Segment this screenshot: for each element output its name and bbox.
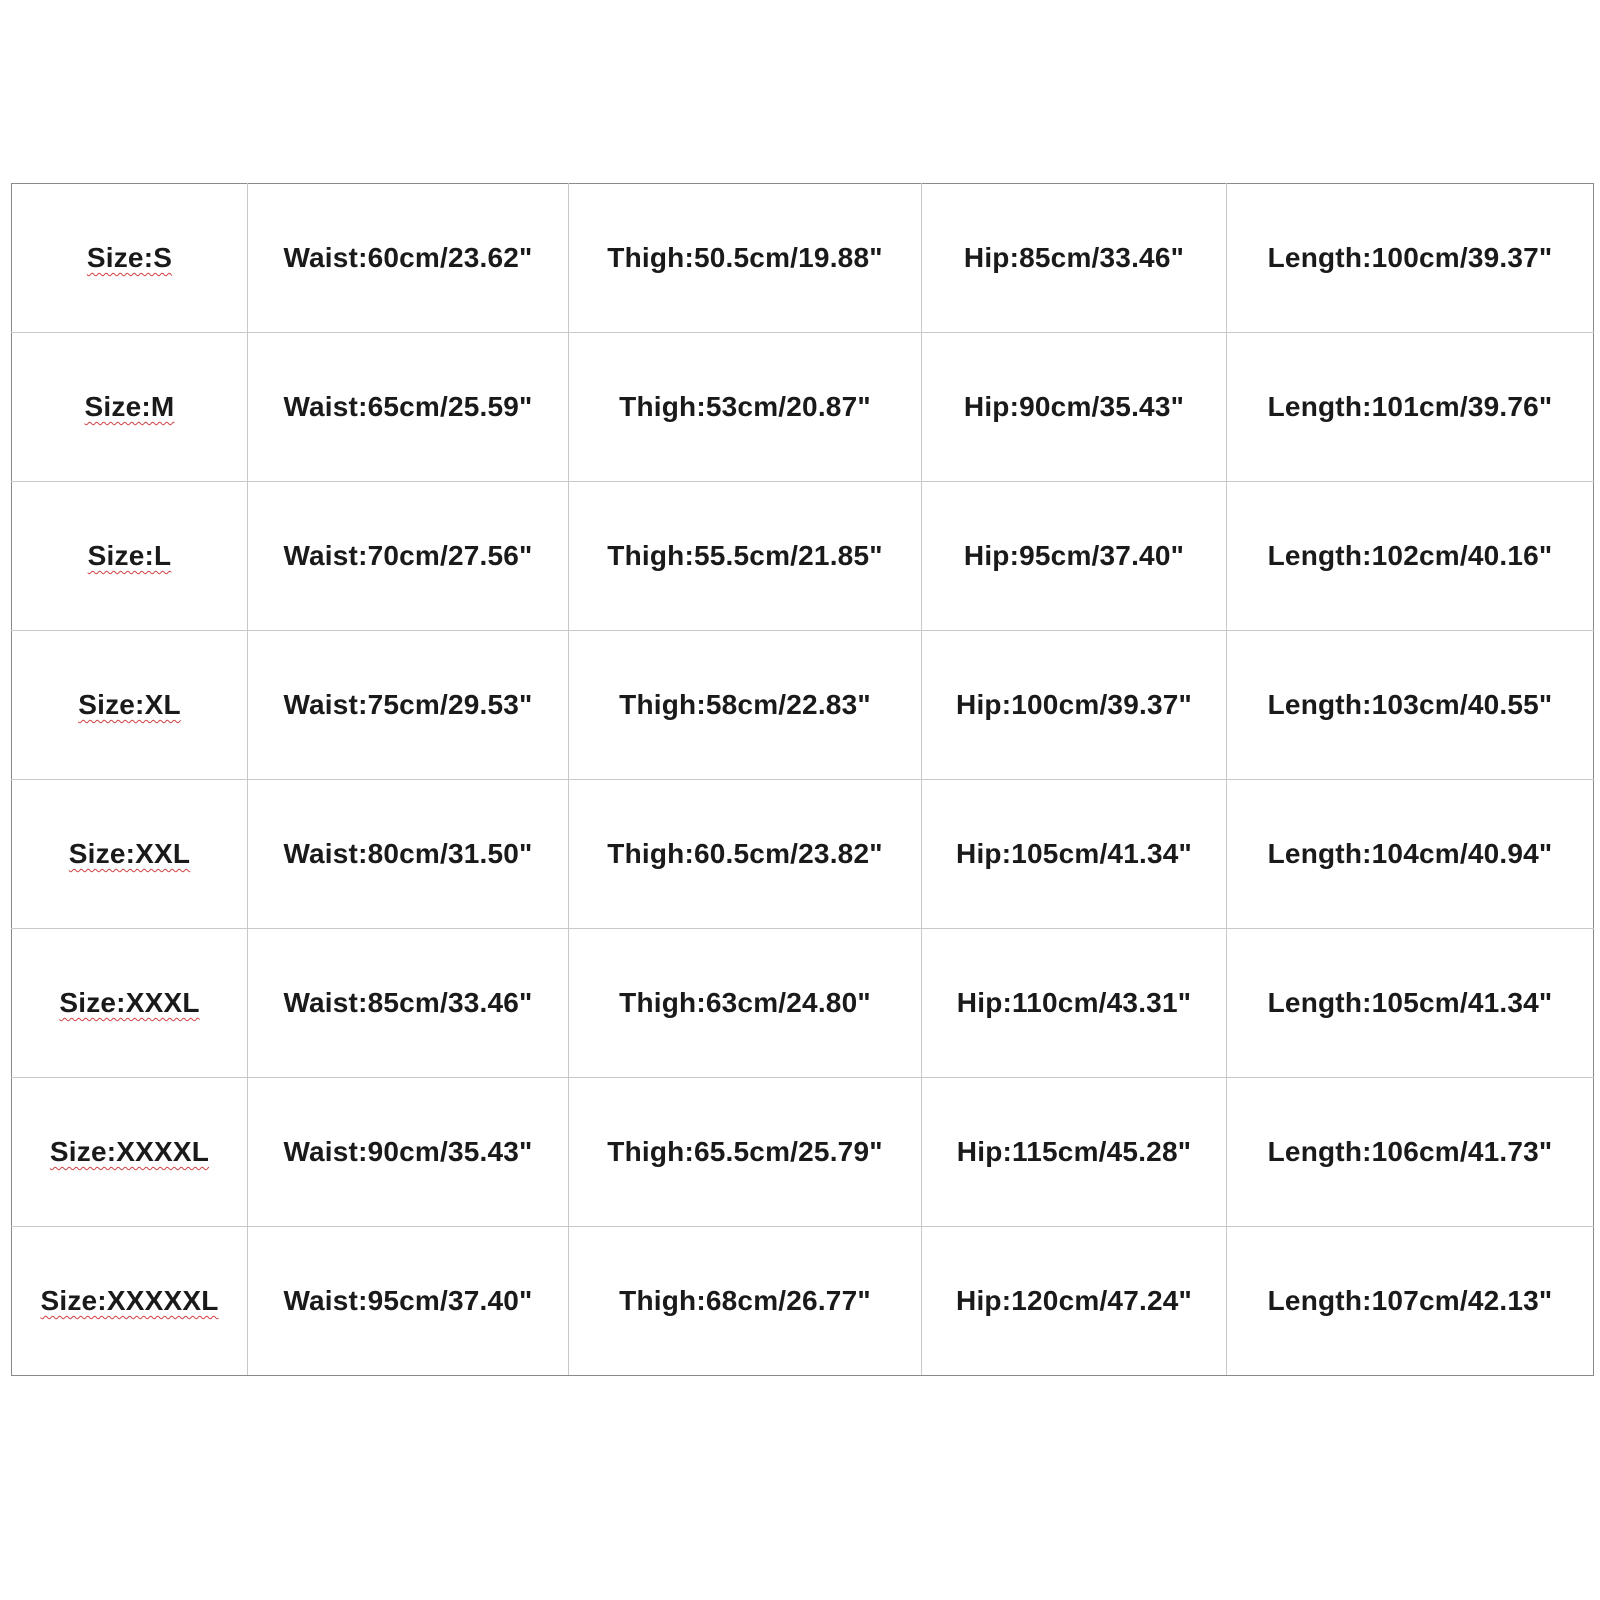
size-cell (12, 333, 248, 482)
length-cell: Length:107cm/42.13" (1227, 1227, 1594, 1376)
length-cell: Length:103cm/40.55" (1227, 631, 1594, 780)
size-chart-table (11, 183, 1594, 1376)
length-cell: Length:104cm/40.94" (1227, 780, 1594, 929)
hip-cell: Hip:85cm/33.46" (922, 184, 1227, 333)
size-cell (12, 1227, 248, 1376)
hip-cell: Hip:105cm/41.34" (922, 780, 1227, 929)
thigh-cell: Thigh:60.5cm/23.82" (569, 780, 922, 929)
thigh-cell: Thigh:50.5cm/19.88" (569, 184, 922, 333)
length-cell: Length:100cm/39.37" (1227, 184, 1594, 333)
waist-cell: Waist:85cm/33.46" (248, 929, 569, 1078)
waist-cell: Waist:80cm/31.50" (248, 780, 569, 929)
waist-cell: Waist:70cm/27.56" (248, 482, 569, 631)
thigh-cell: Thigh:63cm/24.80" (569, 929, 922, 1078)
size-cell (12, 631, 248, 780)
table-row (12, 1078, 1594, 1227)
size-label: Size:XXXXL (49, 1136, 210, 1167)
size-label: Size:L (87, 540, 172, 571)
table-row (12, 631, 1594, 780)
size-cell (12, 929, 248, 1078)
length-cell: Length:105cm/41.34" (1227, 929, 1594, 1078)
thigh-cell: Thigh:58cm/22.83" (569, 631, 922, 780)
table-row (12, 184, 1594, 333)
hip-cell: Hip:115cm/45.28" (922, 1078, 1227, 1227)
table-row (12, 929, 1594, 1078)
size-label: Size:XXXXXL (40, 1285, 219, 1316)
hip-cell: Hip:120cm/47.24" (922, 1227, 1227, 1376)
hip-cell: Hip:90cm/35.43" (922, 333, 1227, 482)
length-cell: Length:102cm/40.16" (1227, 482, 1594, 631)
waist-cell: Waist:65cm/25.59" (248, 333, 569, 482)
size-label: Size:XL (78, 689, 181, 720)
size-cell (12, 1078, 248, 1227)
thigh-cell: Thigh:55.5cm/21.85" (569, 482, 922, 631)
size-cell (12, 184, 248, 333)
size-label: Size:M (84, 391, 175, 422)
thigh-cell: Thigh:65.5cm/25.79" (569, 1078, 922, 1227)
hip-cell: Hip:110cm/43.31" (922, 929, 1227, 1078)
size-cell (12, 780, 248, 929)
waist-cell: Waist:60cm/23.62" (248, 184, 569, 333)
table-row (12, 1227, 1594, 1376)
thigh-cell: Thigh:68cm/26.77" (569, 1227, 922, 1376)
size-cell (12, 482, 248, 631)
size-label: Size:XXXL (59, 987, 200, 1018)
table-row (12, 333, 1594, 482)
hip-cell: Hip:100cm/39.37" (922, 631, 1227, 780)
hip-cell: Hip:95cm/37.40" (922, 482, 1227, 631)
table-row (12, 780, 1594, 929)
waist-cell: Waist:90cm/35.43" (248, 1078, 569, 1227)
length-cell: Length:106cm/41.73" (1227, 1078, 1594, 1227)
waist-cell: Waist:75cm/29.53" (248, 631, 569, 780)
size-label: Size:XXL (68, 838, 191, 869)
waist-cell: Waist:95cm/37.40" (248, 1227, 569, 1376)
size-label: Size:S (86, 242, 173, 273)
thigh-cell: Thigh:53cm/20.87" (569, 333, 922, 482)
table-row (12, 482, 1594, 631)
length-cell: Length:101cm/39.76" (1227, 333, 1594, 482)
